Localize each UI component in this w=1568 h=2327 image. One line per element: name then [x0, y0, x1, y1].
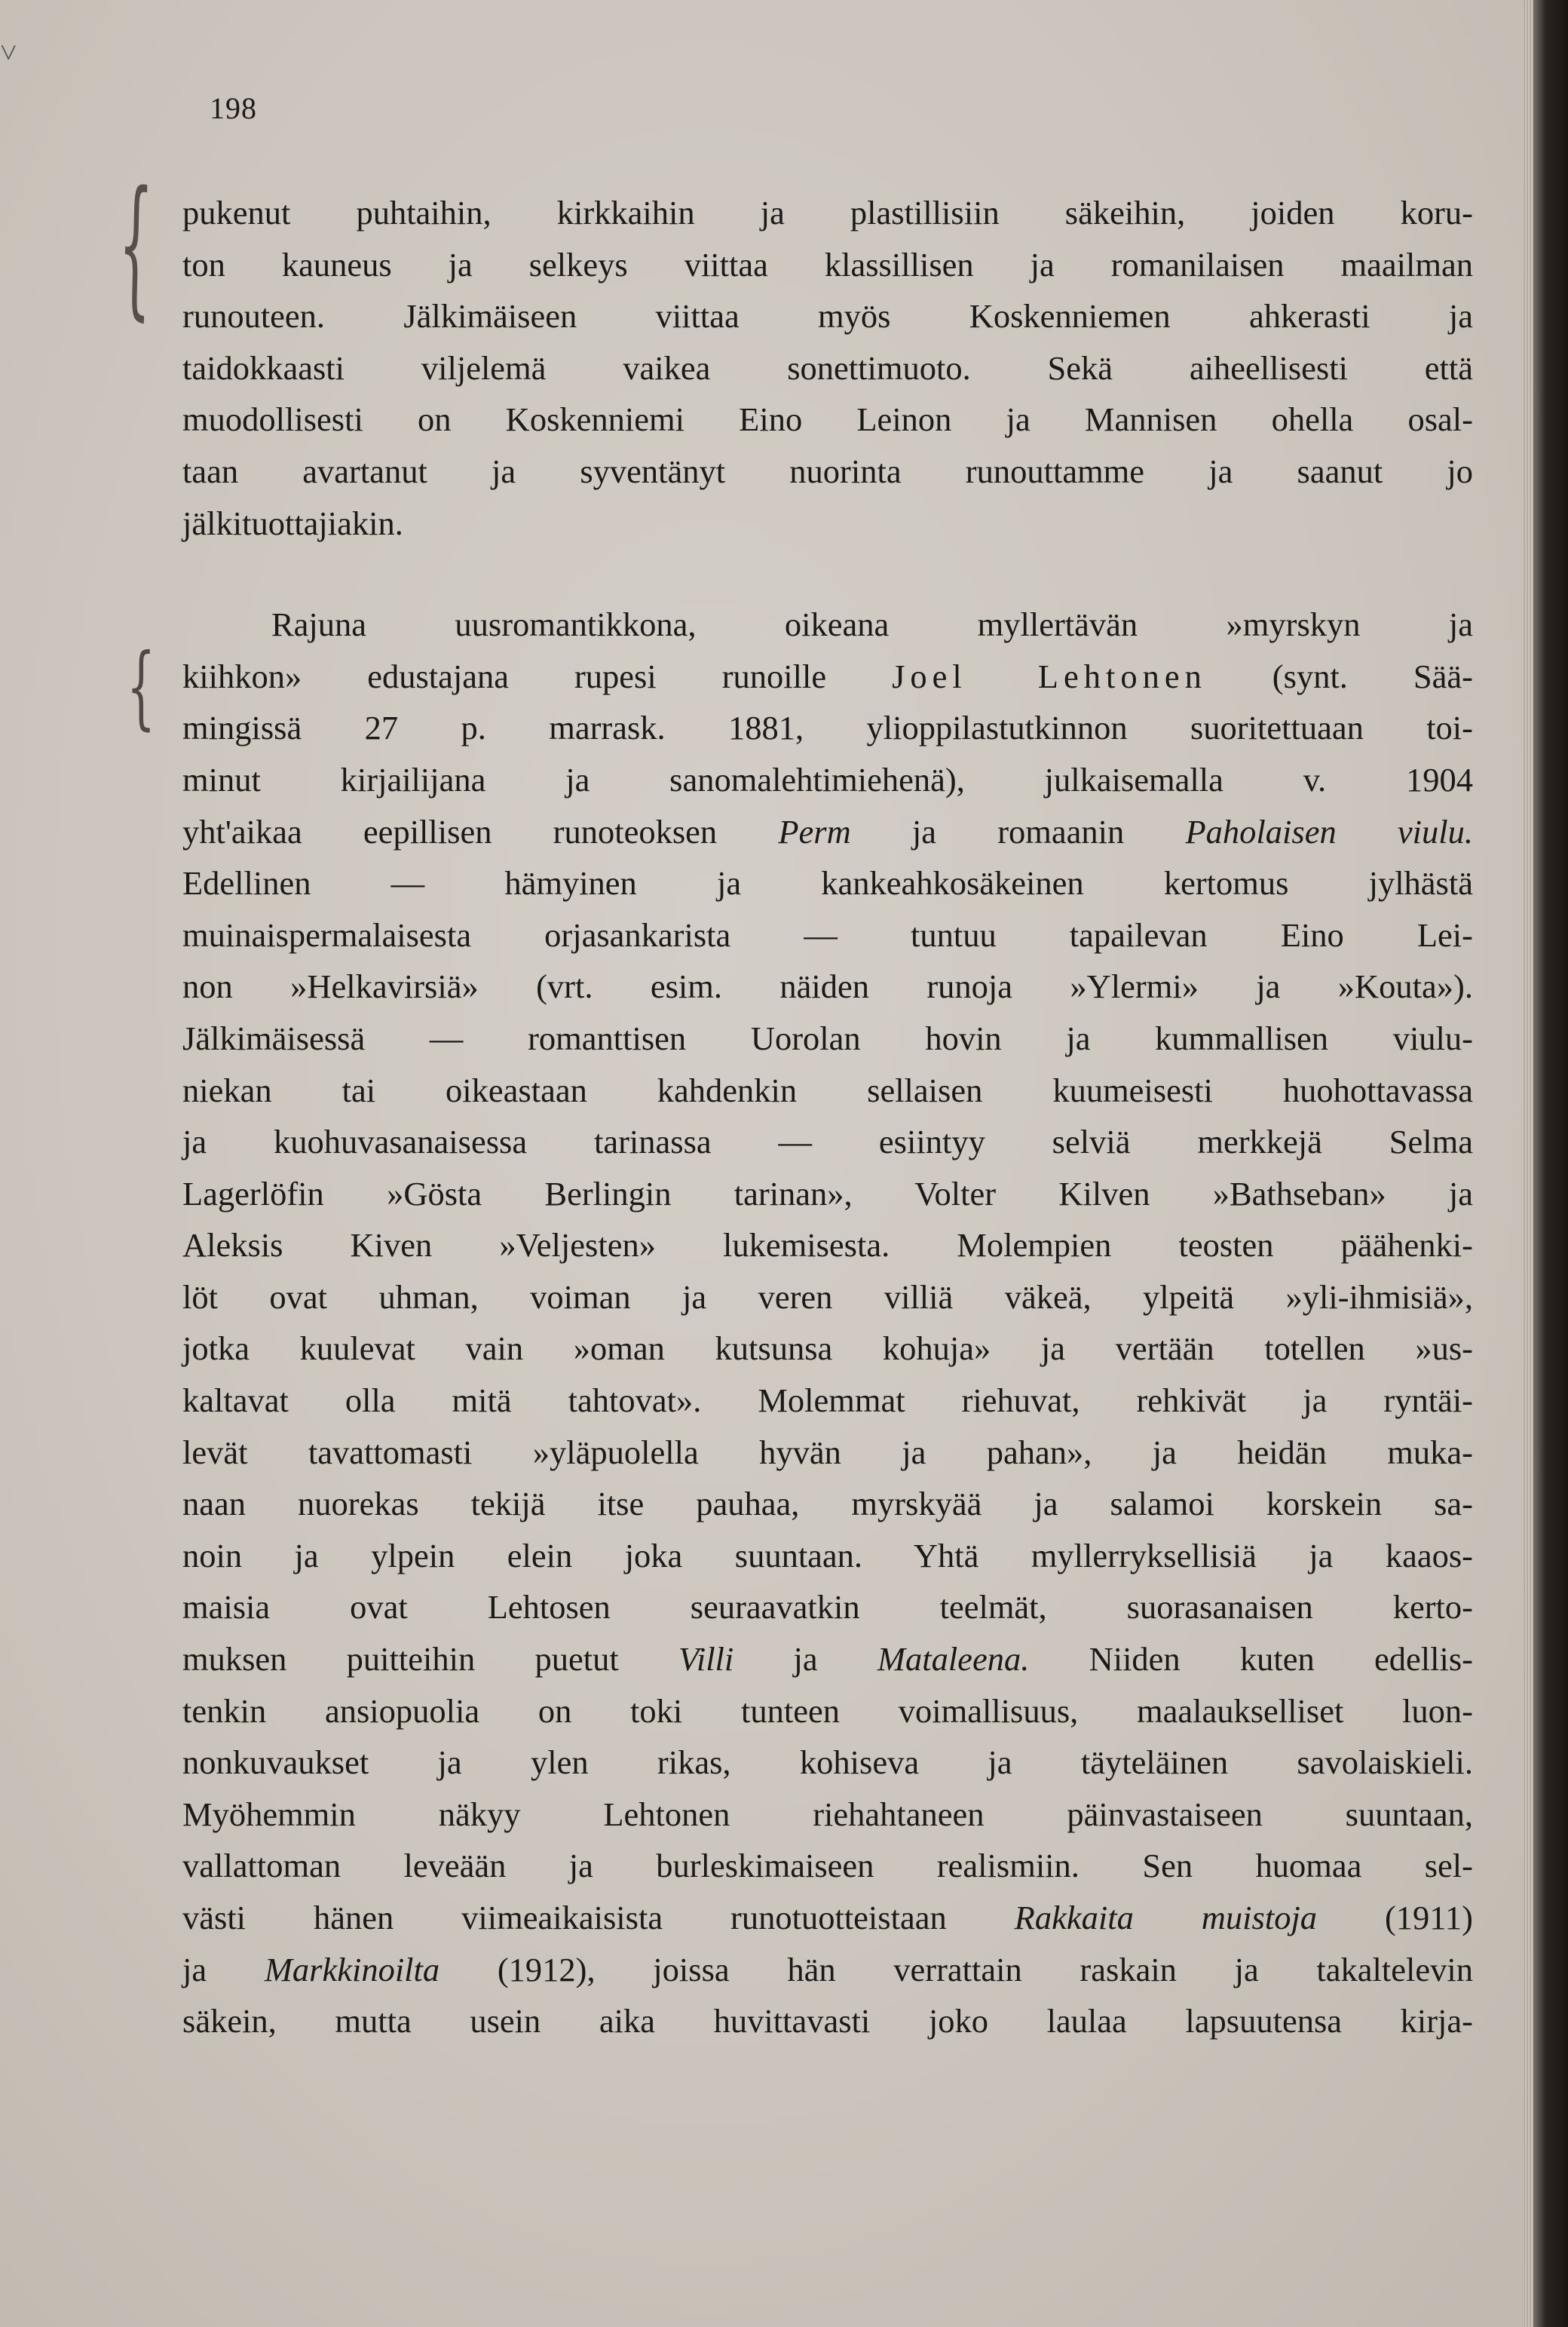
text-line: yht'aikaa eepillisen runoteoksen Perm ja romaanin Paholaisen viulu. [182, 812, 1473, 851]
book-title: Rakkaita muistoja [1014, 1899, 1318, 1936]
text-line: taan avartanut ja syventänyt nuorinta runouttamme ja saanut jo [182, 452, 1473, 490]
text-line: vallattoman leveään ja burleskimaiseen realismiin. Sen huomaa sel- [182, 1847, 1473, 1885]
text-line: Edellinen — hämyinen ja kankeahkosäkeinen kertomus jylhästä [182, 864, 1473, 903]
text-line: muinaispermalaisesta orjasankarista — tuntuu tapailevan Eino Lei- [182, 915, 1473, 954]
text-line: kiihkon» edustajana rupesi runoille Joel Lehtonen (synt. Sää- [182, 657, 1473, 695]
text-line: kaltavat olla mitä tahtovat». Molemmat riehuvat, rehkivät ja ryntäi- [182, 1381, 1473, 1420]
text-line: muodollisesti on Koskenniemi Eino Leinon ja Mannisen ohella osal- [182, 400, 1473, 439]
book-title: Mataleena. [877, 1640, 1030, 1679]
text-line: västi hänen viimeaikaisista runotuotteistaan Rakkaita muistoja (1911) [182, 1899, 1473, 1936]
text-line: niekan tai oikeastaan kahdenkin sellaisen kuumeisesti huohottavassa [182, 1071, 1473, 1109]
text-line: taidokkaasti viljelemä vaikea sonettimuoto. Sekä aiheellisesti että [182, 348, 1473, 387]
text-line: maisia ovat Lehtosen seuraavatkin teelmät, suorasanaisen kerto- [182, 1588, 1473, 1626]
author-name: Joel Lehtonen [892, 657, 1207, 695]
text-line: jotka kuulevat vain »oman kutsunsa kohuja» ja vertään totellen »us- [182, 1329, 1473, 1368]
book-binding-edge [1533, 0, 1568, 2327]
text-line: ja Markkinoilta (1912), joissa hän verrattain raskain ja takaltelevin [182, 1950, 1473, 1988]
text-line: ja kuohuvasanaisessa tarinassa — esiintyy selviä merkkejä Selma [182, 1123, 1473, 1161]
text-line: naan nuorekas tekijä itse pauhaa, myrskyää ja salamoi korskein sa- [182, 1485, 1473, 1523]
text-line: jälkituottajiakin. [182, 504, 403, 542]
text-line: non »Helkavirsiä» (vrt. esim. näiden runoja »Ylermi» ja »Kouta»). [182, 967, 1473, 1006]
margin-bracket-mark: { [127, 635, 156, 740]
text-line: Myöhemmin näkyy Lehtonen riehahtaneen päinvastaiseen suuntaan, [182, 1795, 1473, 1833]
text-line: Aleksis Kiven »Veljesten» lukemisesta. Molempien teosten päähenki- [182, 1226, 1473, 1265]
text-line: tenkin ansiopuolia on toki tunteen voimallisuus, maalaukselliset luon- [182, 1691, 1473, 1730]
page-stack-edge [1523, 0, 1533, 2327]
text-line: löt ovat uhman, voiman ja veren villiä väkeä, ylpeitä »yli-ihmisiä», [182, 1277, 1473, 1316]
text-line: pukenut puhtaihin, kirkkaihin ja plastillisiin säkeihin, joiden koru- [182, 194, 1473, 231]
book-title: Perm [778, 812, 851, 851]
text-line: Jälkimäisessä — romanttisen Uorolan hovin ja kummallisen viulu- [182, 1019, 1473, 1057]
book-title: Villi [678, 1640, 734, 1679]
corner-mark: ˅ [0, 35, 17, 69]
text-line: ton kauneus ja selkeys viittaa klassillisen ja romanilaisen maailman [182, 245, 1473, 284]
body-text [182, 187, 1473, 2047]
text-line: runouteen. Jälkimäiseen viittaa myös Koskenniemen ahkerasti ja [182, 297, 1473, 336]
page-number: 198 [210, 91, 257, 125]
text-line: muksen puitteihin puetut Villi ja Mataleena. Niiden kuten edellis- [182, 1640, 1473, 1679]
margin-bracket-mark: { [116, 155, 155, 337]
text-line: Rajuna uusromantikkona, oikeana myllertävän »myrskyn ja [271, 606, 1473, 644]
text-line: levät tavattomasti »yläpuolella hyvän ja pahan», ja heidän muka- [182, 1433, 1473, 1471]
text-line: nonkuvaukset ja ylen rikas, kohiseva ja täyteläinen savolaiskieli. [182, 1743, 1473, 1782]
text-line: minut kirjailijana ja sanomalehtimiehenä), julkaisemalla v. 1904 [182, 760, 1473, 799]
text-line: säkein, mutta usein aika huvittavasti joko laulaa lapsuutensa kirja- [182, 2002, 1473, 2040]
text-line: Lagerlöfin »Gösta Berlingin tarinan», Volter Kilven »Bathseban» ja [182, 1174, 1473, 1213]
text-line: noin ja ylpein elein joka suuntaan. Yhtä myllerryksellisiä ja kaaos- [182, 1536, 1473, 1574]
book-title: Paholaisen viulu. [1185, 812, 1473, 851]
paragraph-gap [182, 549, 1473, 599]
text-line: mingissä 27 p. marrask. 1881, ylioppilastutkinnon suoritettuaan toi- [182, 709, 1473, 747]
book-title: Markkinoilta [264, 1950, 440, 1988]
